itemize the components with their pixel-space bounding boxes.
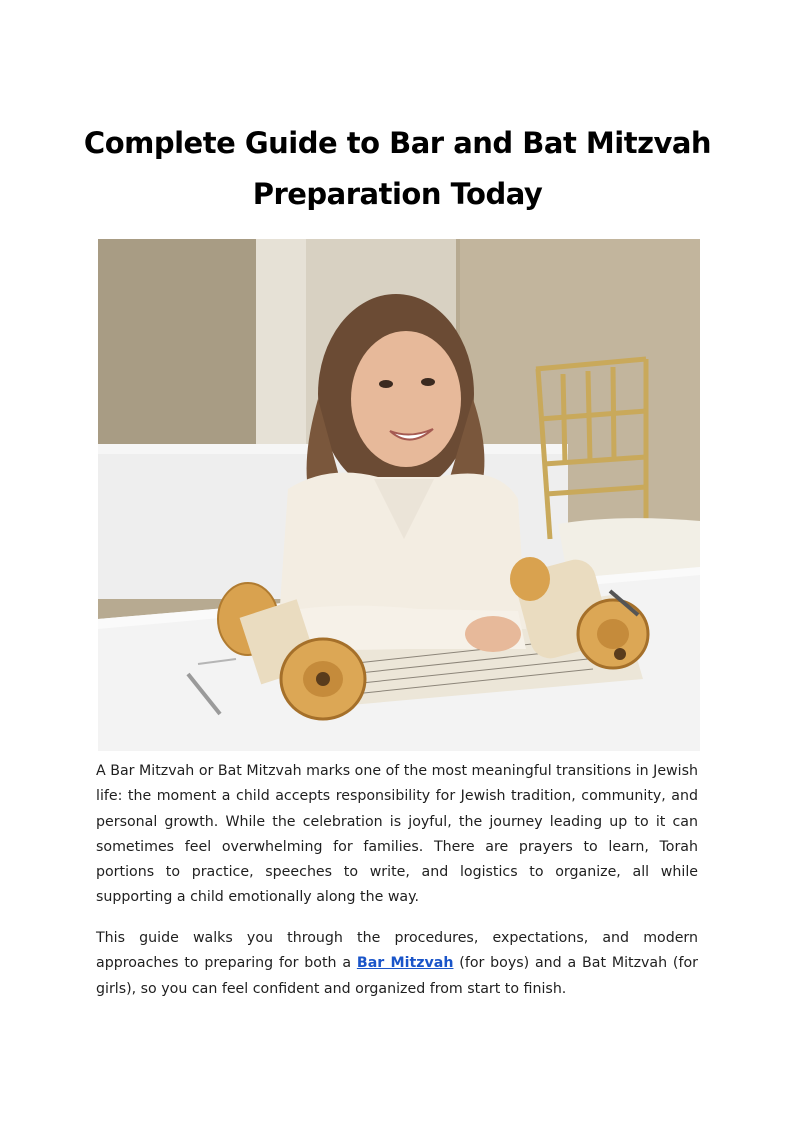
guide-paragraph (96, 926, 698, 1002)
hero-photo (98, 239, 700, 751)
guide-paragraph-text-end: (for boys) and a Bat Mitzvah (for girls), so you can feel confident and organized from start to finish. (96, 955, 698, 997)
intro-paragraph: A Bar Mitzvah or Bat Mitzvah marks one of the most meaningful transitions in Jewish life: the moment a child accepts responsibility for Jewish tradition, community, and personal growth. While the celebration is joyful, the journey leading up to it can sometimes feel overwhelming for families. There are prayers to learn, Torah portions to practice, speeches to write, and logistics to organize, all while supporting a child emotionally along the way. (96, 763, 698, 906)
guide-paragraph-text-start: This guide walks you through the procedures, expectations, and modern approaches to preparing for both a (96, 930, 698, 972)
bar-mitzvah-link[interactable]: Bar Mitzvah (356, 955, 454, 972)
page-title: Complete Guide to Bar and Bat Mitzvah Preparation Today (83, 126, 712, 211)
